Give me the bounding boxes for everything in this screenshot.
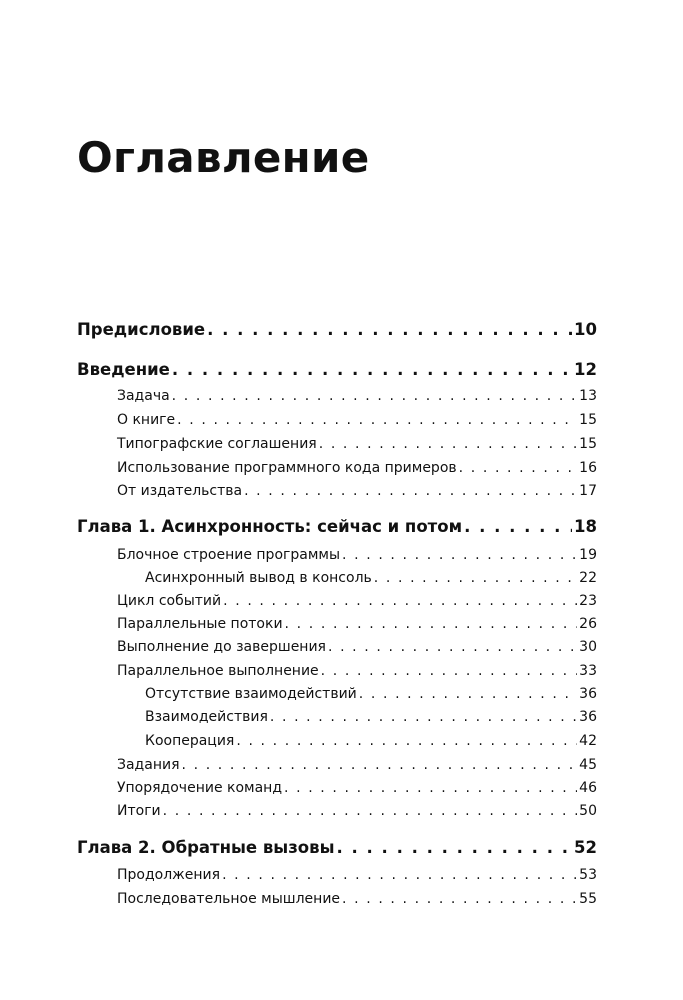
toc-entry-title: Упорядочение команд <box>117 780 282 796</box>
toc-entry[interactable] <box>145 567 597 589</box>
toc-entry-title: Отсутствие взаимодействий <box>145 686 357 702</box>
toc-entry-page: 52 <box>574 838 597 857</box>
toc-entry-title: Параллельное выполнение <box>117 663 319 679</box>
toc-entry-title: Введение <box>77 360 170 379</box>
toc-entry[interactable] <box>117 777 597 799</box>
toc-entry[interactable] <box>117 480 597 502</box>
dot-leader <box>459 457 578 479</box>
dot-leader <box>270 706 577 728</box>
dot-leader <box>374 567 577 589</box>
page-title: Оглавление <box>77 133 370 182</box>
toc-entry[interactable] <box>117 636 597 658</box>
toc-entry[interactable] <box>77 515 597 539</box>
toc-entry-page: 23 <box>579 593 597 609</box>
toc-entry[interactable] <box>117 864 597 886</box>
toc-entry-title: Использование программного кода примеров <box>117 460 457 476</box>
dot-leader <box>223 590 577 612</box>
toc-entry-page: 15 <box>579 412 597 428</box>
toc-entry-title: Взаимодействия <box>145 709 268 725</box>
toc-entry[interactable] <box>117 457 597 479</box>
dot-leader <box>321 660 578 682</box>
toc-entry-title: Задача <box>117 388 170 404</box>
dot-leader <box>177 409 577 431</box>
dot-leader <box>172 358 572 382</box>
toc-entry-title: Параллельные потоки <box>117 616 283 632</box>
toc-entry[interactable] <box>145 683 597 705</box>
toc-entry-title: Итоги <box>117 803 161 819</box>
toc-entry[interactable] <box>117 590 597 612</box>
toc-entry-title: Последовательное мышление <box>117 891 341 907</box>
toc-entry-page: 42 <box>579 733 597 749</box>
toc-entry-title: Выполнение до завершения <box>117 639 326 655</box>
toc-entry[interactable] <box>117 544 597 566</box>
dot-leader <box>319 433 577 455</box>
toc-entry[interactable] <box>117 800 597 822</box>
toc-entry[interactable] <box>117 613 597 635</box>
toc-entry-title: О книге <box>117 412 176 428</box>
dot-leader <box>222 864 577 886</box>
toc-entry[interactable] <box>117 385 597 407</box>
toc-entry[interactable] <box>117 409 597 431</box>
dot-leader <box>342 544 577 566</box>
toc-entry-page: 12 <box>574 360 597 379</box>
dot-leader <box>207 318 572 342</box>
toc-entry-page: 18 <box>574 517 597 536</box>
toc-entry-page: 15 <box>579 436 597 452</box>
dot-leader <box>359 683 577 705</box>
toc-entry-title: Глава 1. Асинхронность: сейчас и потом <box>77 517 463 536</box>
toc-entry-page: 33 <box>579 663 597 679</box>
toc-entry-page: 55 <box>579 891 597 907</box>
toc-entry-page: 16 <box>579 460 597 476</box>
toc-entry-title: Кооперация <box>145 733 235 749</box>
toc-entry-page: 53 <box>579 867 597 883</box>
toc-entry[interactable] <box>117 660 597 682</box>
dot-leader <box>342 888 577 910</box>
dot-leader <box>163 800 578 822</box>
dot-leader <box>236 730 577 752</box>
dot-leader <box>337 836 573 860</box>
dot-leader <box>182 754 578 776</box>
toc-entry-page: 17 <box>579 483 597 499</box>
toc-entry-title: От издательства <box>117 483 243 499</box>
toc-entry-page: 50 <box>579 803 597 819</box>
toc-entry-title: Цикл событий <box>117 593 222 609</box>
toc-entry-title: Типографские соглашения <box>117 436 317 452</box>
dot-leader <box>285 613 578 635</box>
toc-entry[interactable] <box>117 888 597 910</box>
toc-entry-page: 30 <box>579 639 597 655</box>
dot-leader <box>284 777 577 799</box>
toc-entry-title: Продолжения <box>117 867 221 883</box>
toc-entry-page: 13 <box>579 388 597 404</box>
toc-entry-title: Блочное строение программы <box>117 547 341 563</box>
toc-entry-page: 46 <box>579 780 597 796</box>
toc-entry[interactable] <box>117 433 597 455</box>
toc-entry[interactable] <box>77 318 597 342</box>
toc-entry[interactable] <box>145 730 597 752</box>
toc-entry[interactable] <box>145 706 597 728</box>
toc-entry-page: 36 <box>579 686 597 702</box>
toc-entry-page: 26 <box>579 616 597 632</box>
toc-entry[interactable] <box>77 836 597 860</box>
toc-entry-title: Задания <box>117 757 180 773</box>
toc-entry-page: 19 <box>579 547 597 563</box>
toc-entry-page: 45 <box>579 757 597 773</box>
toc-entry-page: 10 <box>574 320 597 339</box>
toc-entry[interactable] <box>117 754 597 776</box>
toc-entry-title: Предисловие <box>77 320 206 339</box>
toc-entry[interactable] <box>77 358 597 382</box>
dot-leader <box>328 636 577 658</box>
toc-entry-title: Глава 2. Обратные вызовы <box>77 838 335 857</box>
toc-entry-page: 22 <box>579 570 597 586</box>
dot-leader <box>244 480 577 502</box>
toc-entry-page: 36 <box>579 709 597 725</box>
dot-leader <box>172 385 578 407</box>
toc-entry-title: Асинхронный вывод в консоль <box>145 570 372 586</box>
dot-leader <box>464 515 572 539</box>
